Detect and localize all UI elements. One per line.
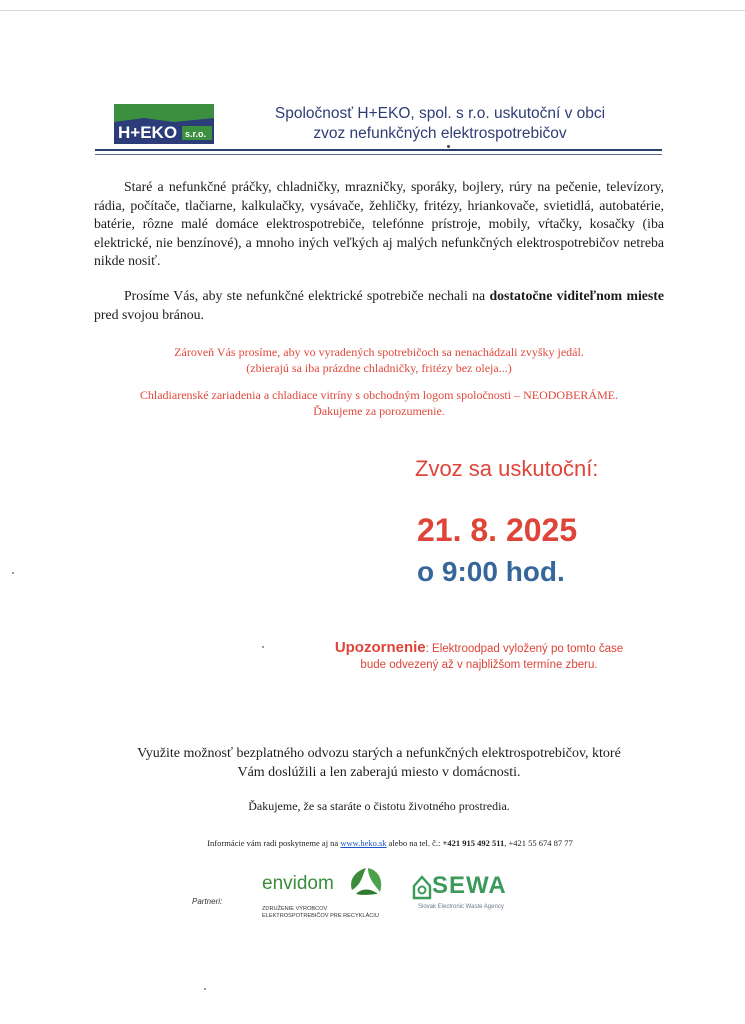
placement-text-start: Prosíme Vás, aby ste nefunkčné elektrické spotrebiče nechali na [124,288,490,303]
food-residue-line2: (zbierajú sa iba prázdne chladničky, fritézy bez oleja...) [246,361,512,375]
top-edge-line [0,10,745,11]
placement-text-bold: dostatočne viditeľnom mieste [489,288,664,303]
contact-pre: Informácie vám radi poskytneme aj na [207,838,341,848]
envidom-sub-line2: ELEKTROSPOTREBIČOV PRE RECYKLÁCIU [262,913,379,919]
envidom-subtitle [262,906,402,920]
offer-line2: Vám doslúžili a len zaberajú miesto v domácnosti. [237,765,521,780]
food-residue-note [94,344,664,376]
contact-mid: alebo na tel. č.: [386,838,443,848]
envidom-sub-line1: ZDRUŽENIE VÝROBCOV [262,906,328,912]
thanks-text: Ďakujeme, že sa staráte o čistotu životného prostredia. [248,799,510,813]
placement-text-end: pred svojou bránou. [94,306,204,322]
scan-speck [12,572,14,574]
logo-sub-text: s.r.o. [185,129,207,139]
scan-speck [262,646,264,648]
warning-text-line2: bude odvezený až v najbližšom termíne zberu. [360,659,598,671]
refrigeration-line2: Ďakujeme za porozumenie. [313,404,445,418]
header-title-line2: zvoz nefunkčných elektrospotrebičov [313,125,567,142]
free-pickup-offer [94,744,664,782]
heko-logo [114,104,214,144]
collection-label: Zvoz sa uskutoční: [415,456,599,481]
warning-label: Upozornenie [334,639,426,656]
divider-dot [447,145,450,148]
recycle-leaves-icon [346,864,386,898]
collection-time: o 9:00 hod. [417,556,565,587]
refrigeration-line1: Chladiarenské zariadenia a chladiace vitríny s obchodným logom spoločnosti – NEODOBERÁME. [139,388,619,402]
header-title [230,104,650,144]
placement-request-paragraph [94,287,664,324]
logo-main-text: H+EKO [118,123,178,142]
header-divider-thin [95,154,662,155]
phone-primary: +421 915 492 511 [442,838,505,848]
scan-speck [204,988,206,990]
appliance-list-paragraph: Staré a nefunkčné práčky, chladničky, mrazničky, sporáky, bojlery, rúry na pečenie, televízory, rádia, počítače, tlačiarne, kalkulačky, vysávače, žehličky, fritézy, hriankovače, svietidlá, autobatérie, batérie, rôzne malé domáce elektrospotrebiče, telefónne prístroje, mobily, vŕtačky, kosačky (iba elektrické, nie benzínové), a mnoho iných veľkých aj malých nefunkčných elektrospotrebičov netreba nikde nosiť. [94,179,664,268]
header-title-line1: Spoločnosť H+EKO, spol. s r.o. uskutoční v obci [274,105,606,122]
sewa-house-icon [412,874,432,900]
offer-line1: Využite možnosť bezplatného odvozu starých a nefunkčných elektrospotrebičov, ktoré [137,746,621,761]
warning-text-line1: : Elektroodpad vyložený po tomto čase [425,643,624,655]
partners-label: Partneri: [192,897,223,906]
website-link[interactable]: www.heko.sk [340,838,387,848]
refrigeration-note [94,387,664,419]
food-residue-line1: Zároveň Vás prosíme, aby vo vyradených spotrebičoch sa nenachádzali zvyšky jedál. [174,345,584,359]
envidom-logo-text: envidom [262,873,334,894]
phone-secondary: , +421 55 674 87 77 [504,838,573,848]
collection-date: 21. 8. 2025 [417,512,578,548]
contact-info [100,838,680,848]
warning-notice [299,640,659,673]
header-divider [95,149,662,151]
sewa-subtitle: Slovak Electronic Waste Agency [418,904,504,910]
sewa-logo-text: SEWA [432,872,507,899]
